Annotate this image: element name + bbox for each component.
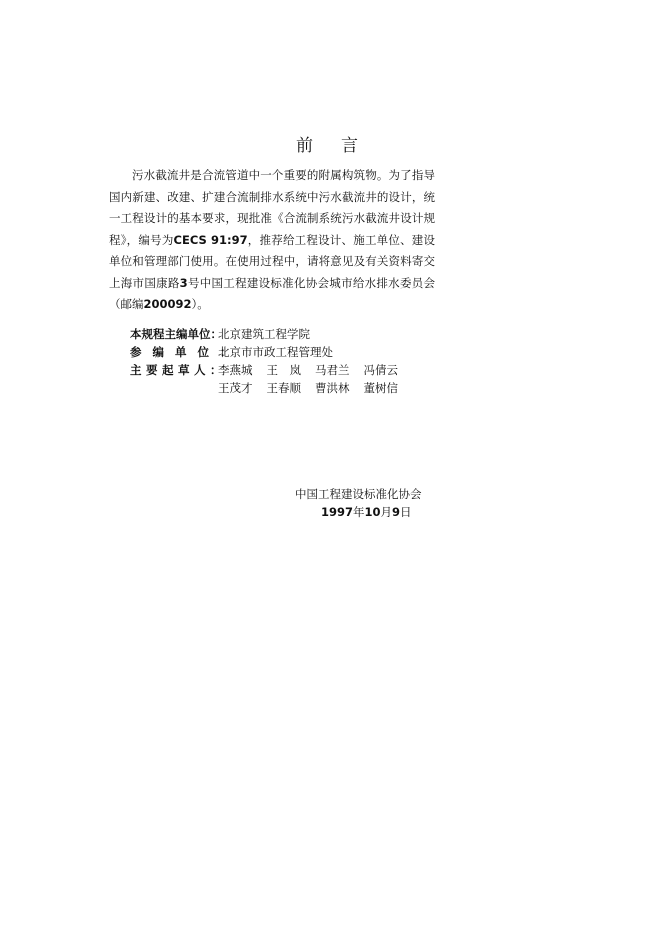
signoff-month: 10 [364, 505, 381, 519]
drafter-name: 王茂才 [218, 381, 253, 395]
drafter-name: 曹洪林 [315, 381, 350, 395]
chief-unit-row [130, 325, 412, 343]
drafter-name: 冯倩云 [363, 363, 398, 377]
drafters-label-text: 主要起草人： [130, 363, 226, 377]
signoff-date [295, 503, 422, 521]
page-title: 前言 [296, 136, 386, 156]
preface-paragraph [109, 165, 435, 316]
participating-unit-label [130, 343, 243, 361]
signoff-block [295, 485, 422, 521]
drafters-row [130, 361, 412, 379]
preface-text-2: ，推荐给工程设计、施工单位、建设单位和管理部门使用。在使用过程中，请将意见及有关资料寄交上海市国康路 [109, 232, 436, 290]
signoff-organization: 中国工程建设标准化协会 [295, 487, 422, 501]
drafter-name: 马君兰 [315, 363, 350, 377]
preface-text-1: 污水截流井是合流管道中一个重要的附属构筑物。为了指导国内新建、改建、扩建合流制排水系统中污水截流井的设计，统一工程设计的基本要求，现批准《合流制系统污水截流井设计规程》，编号为 [109, 168, 435, 247]
drafter-name: 王 岚 [266, 363, 301, 377]
signoff-month-unit: 月 [380, 505, 393, 519]
signoff-year: 1997 [321, 505, 354, 519]
preface-text-3: 号中国工程建设标准化协会城市给水排水委员会（邮编 [109, 275, 436, 311]
drafters-label [130, 361, 226, 379]
signoff-year-unit: 年 [353, 505, 365, 519]
participating-unit-value: 北京市市政工程管理处 [218, 345, 333, 359]
credits-block [130, 325, 412, 397]
chief-unit-value: 北京建筑工程学院 [218, 327, 310, 341]
participating-unit-row [130, 343, 412, 361]
drafters-line-2 [130, 379, 412, 397]
drafter-name: 李燕城 [218, 363, 253, 377]
postcode: 200092 [143, 297, 192, 311]
standard-code: CECS 91:97 [173, 232, 248, 247]
signoff-day-unit: 日 [400, 505, 412, 519]
signoff-day: 9 [392, 505, 401, 519]
participating-unit-label-text: 参编单位： [130, 345, 243, 359]
house-number: 3 [179, 275, 188, 290]
drafter-name: 董树信 [363, 381, 398, 395]
drafters-line-1 [218, 361, 412, 379]
chief-unit-label: 本规程主编单位： [130, 327, 222, 341]
drafter-name: 王春顺 [266, 381, 301, 395]
preface-text-4: ）。 [191, 297, 209, 311]
